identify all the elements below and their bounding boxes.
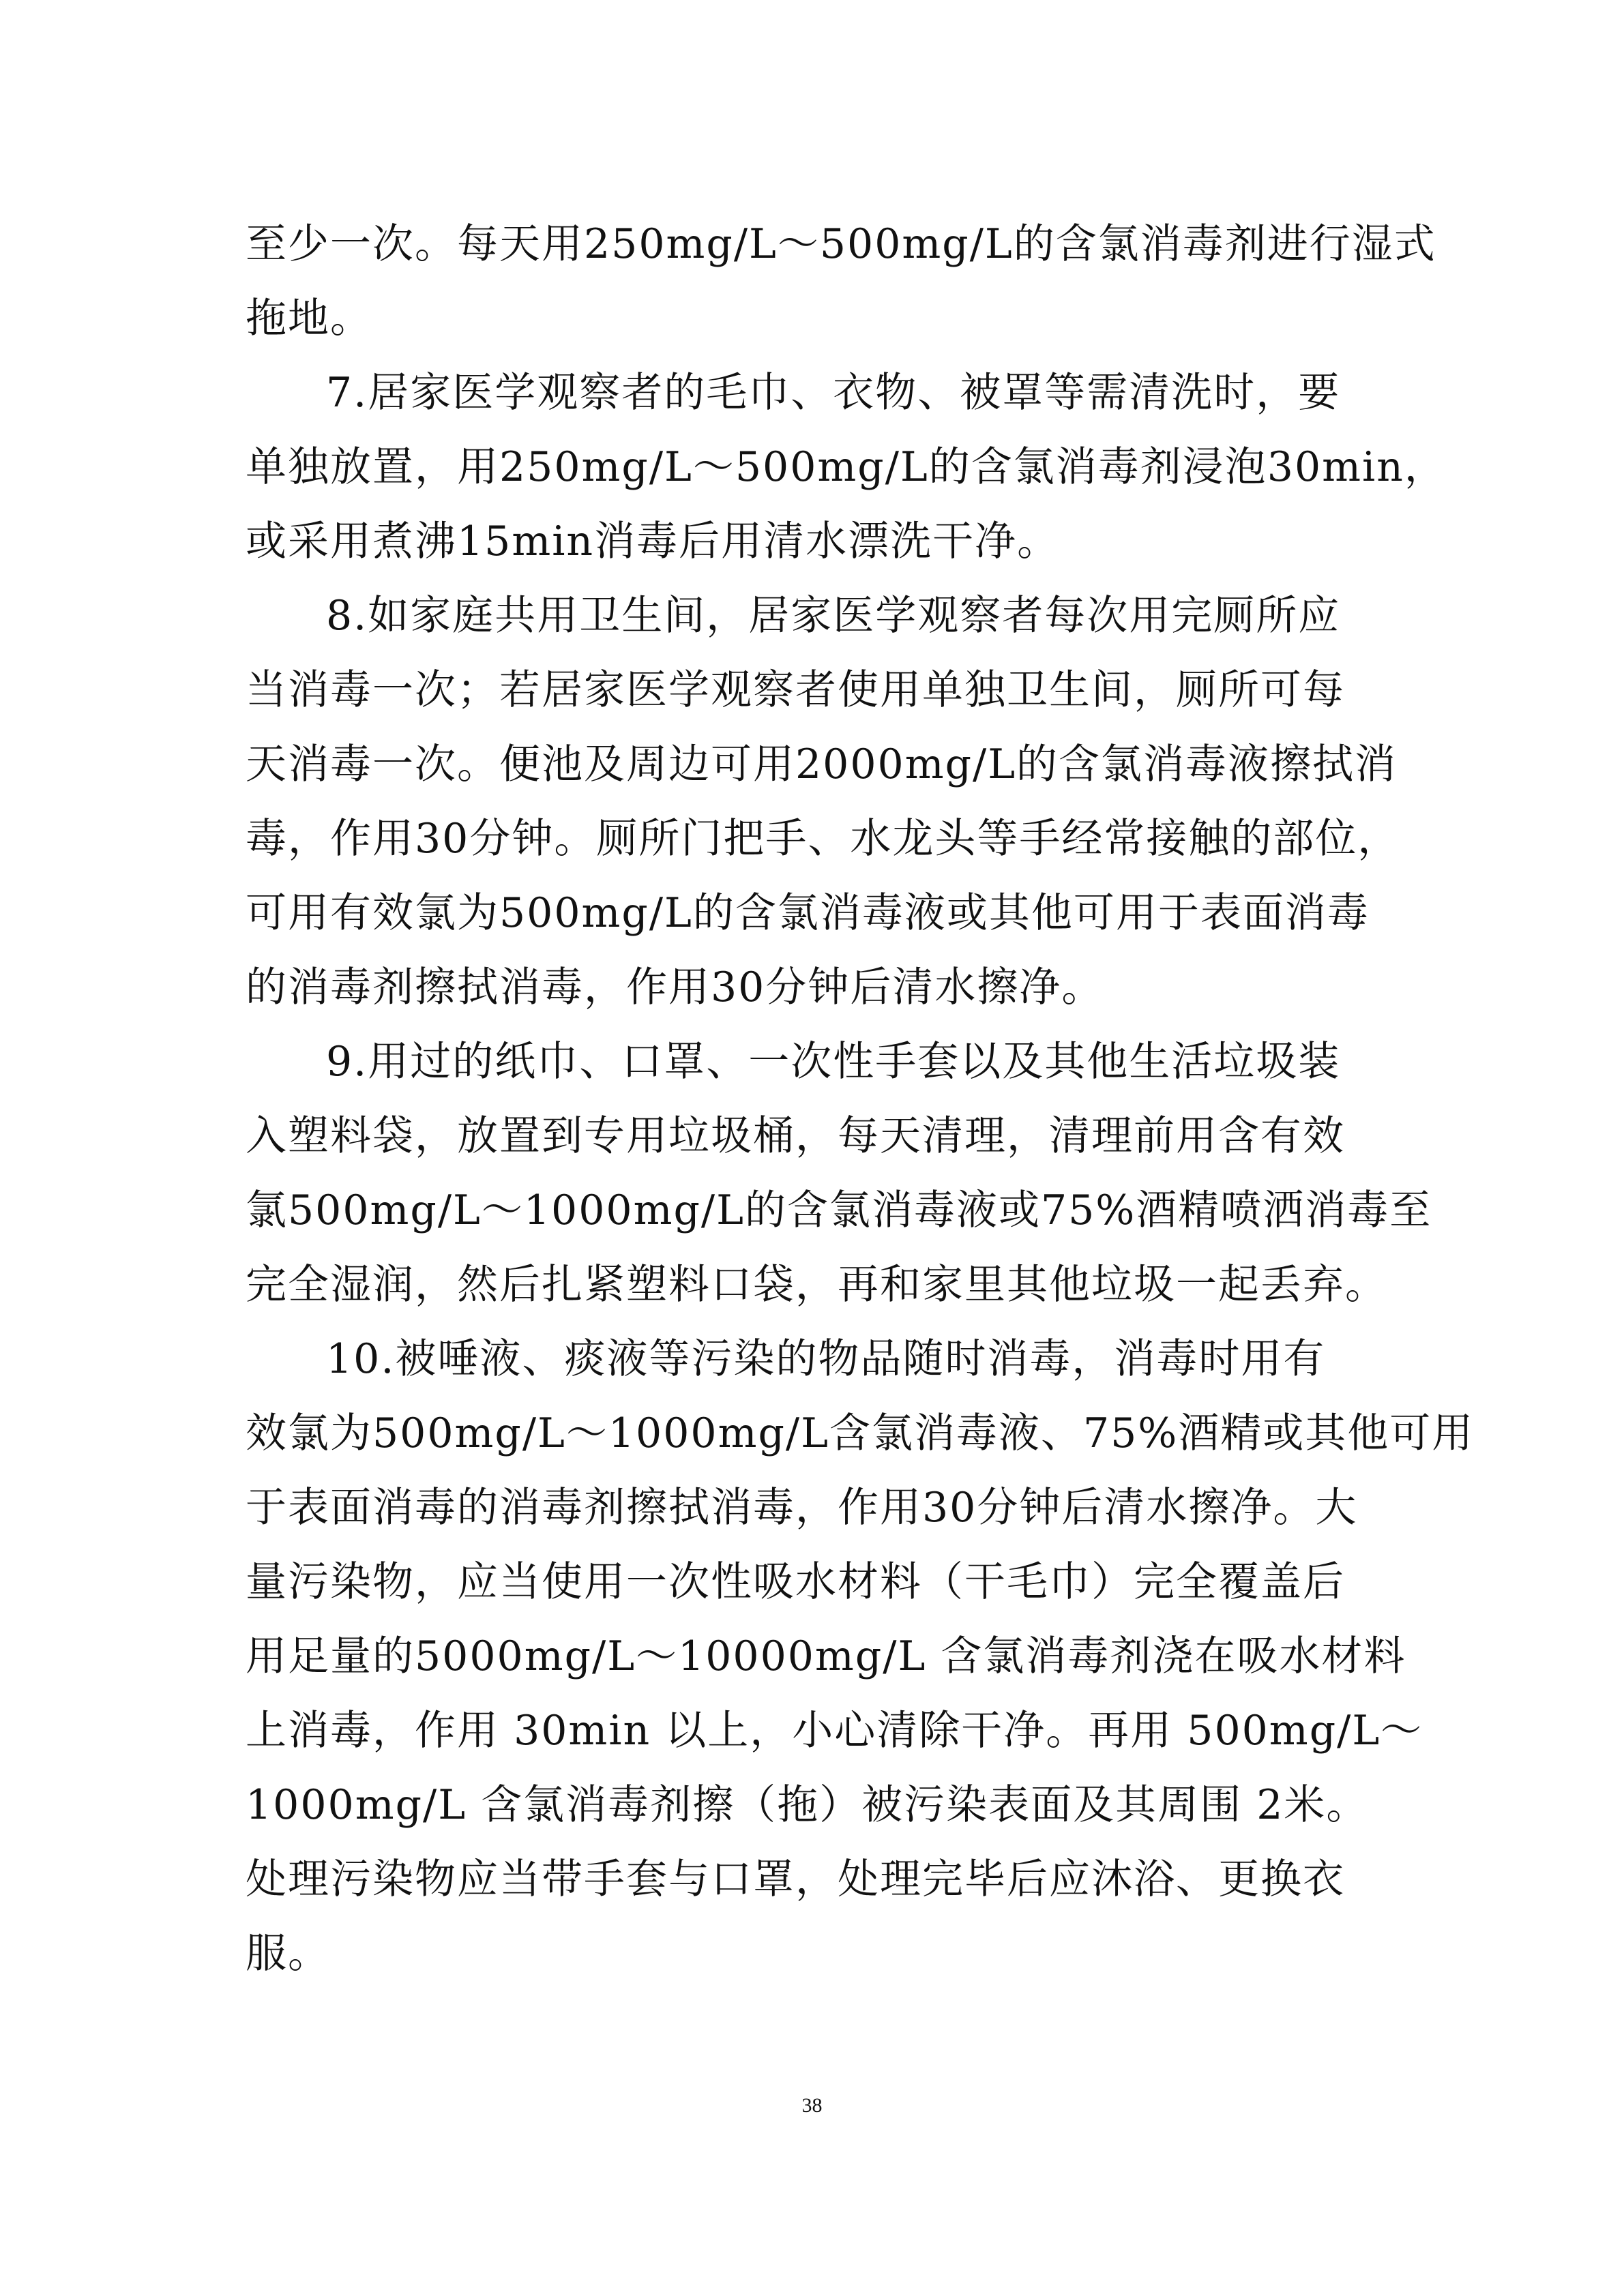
text-line-19: 量污染物，应当使用一次性吸水材料（干毛巾）完全覆盖后 [246,1558,1345,1606]
text-line-3: 7.居家医学观察者的毛巾、衣物、被罩等需清洗时，要 [326,369,1341,417]
text-line-20: 用足量的5000mg/L～10000mg/L 含氯消毒剂浇在吸水材料 [246,1632,1406,1680]
text-line-9: 毒，作用30分钟。厕所门把手、水龙头等手经常接触的部位， [246,815,1400,863]
text-line-24: 服。 [246,1930,330,1978]
text-line-4: 单独放置，用250mg/L～500mg/L的含氯消毒剂浸泡30min， [246,443,1447,491]
page-number: 38 [801,2094,823,2117]
text-line-17: 效氯为500mg/L～1000mg/L含氯消毒液、75%酒精或其他可用 [246,1410,1475,1457]
text-line-8: 天消毒一次。便池及周边可用2000mg/L的含氯消毒液擦拭消 [246,741,1398,788]
text-line-16: 10.被唾液、痰液等污染的物品随时消毒，消毒时用有 [326,1335,1326,1383]
text-line-18: 于表面消毒的消毒剂擦拭消毒，作用30分钟后清水擦净。大 [246,1484,1358,1532]
text-line-10: 可用有效氯为500mg/L的含氯消毒液或其他可用于表面消毒 [246,889,1370,937]
text-line-14: 氯500mg/L～1000mg/L的含氯消毒液或75%酒精喷洒消毒至 [246,1187,1432,1234]
text-line-21: 上消毒，作用 30min 以上，小心清除干净。再用 500mg/L～ [246,1707,1423,1755]
text-line-12: 9.用过的纸巾、口罩、一次性手套以及其他生活垃圾装 [326,1038,1341,1086]
text-line-7: 当消毒一次；若居家医学观察者使用单独卫生间，厕所可每 [246,666,1345,714]
text-line-1: 至少一次。每天用250mg/L～500mg/L的含氯消毒剂进行湿式 [246,220,1436,268]
body-text [246,207,1475,1991]
text-line-22: 1000mg/L 含氯消毒剂擦（拖）被污染表面及其周围 2米。 [246,1781,1369,1829]
text-line-2: 拖地。 [246,295,372,342]
text-line-15: 完全湿润，然后扎紧塑料口袋，再和家里其他垃圾一起丢弃。 [246,1261,1387,1309]
text-line-23: 处理污染物应当带手套与口罩，处理完毕后应沐浴、更换衣 [246,1855,1345,1903]
text-line-5: 或采用煮沸15min消毒后用清水漂洗干净。 [246,518,1060,565]
text-line-6: 8.如家庭共用卫生间，居家医学观察者每次用完厕所应 [326,592,1341,640]
text-line-13: 入塑料袋，放置到专用垃圾桶，每天清理，清理前用含有效 [246,1112,1345,1160]
text-line-11: 的消毒剂擦拭消毒，作用30分钟后清水擦净。 [246,964,1104,1011]
